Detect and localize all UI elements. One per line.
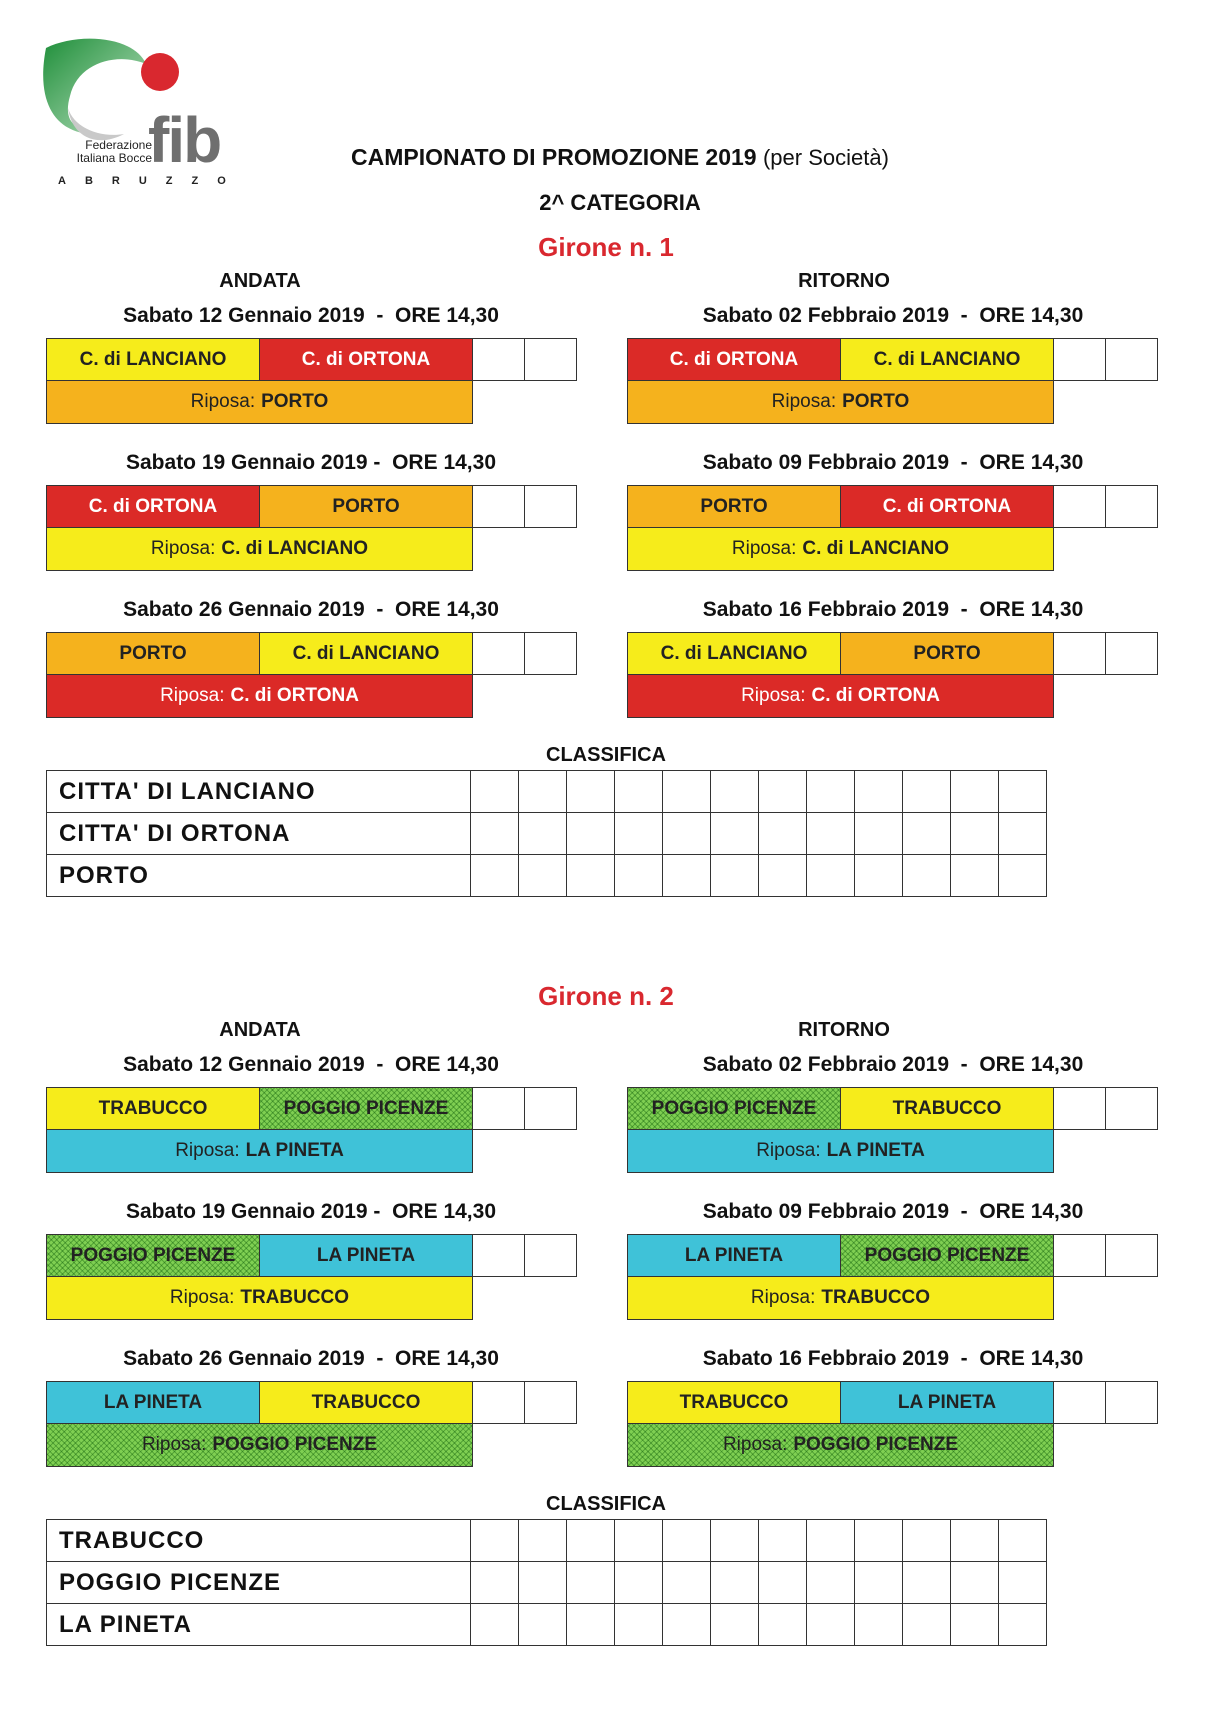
girone-2-ritorno-match-2 — [627, 1234, 1159, 1320]
score-box-away[interactable] — [1105, 485, 1158, 528]
rest-label: Riposa: — [741, 685, 806, 706]
girone-2-ritorno-date-1: Sabato 02 Febbraio 2019 - ORE 14,30 — [702, 1053, 1084, 1076]
girone-2-ritorno-date-3: Sabato 16 Febbraio 2019 - ORE 14,30 — [702, 1347, 1084, 1370]
classifica-score-box[interactable] — [807, 855, 855, 897]
classifica-score-box[interactable] — [711, 855, 759, 897]
logo-fib: fib — [148, 104, 221, 176]
home-team-cell: C. di ORTONA — [627, 338, 841, 381]
rest-team-cell — [46, 1423, 473, 1467]
classifica-score-box[interactable] — [711, 1604, 759, 1646]
score-box-home[interactable] — [472, 1087, 525, 1130]
rest-team-name: TRABUCCO — [821, 1287, 931, 1308]
logo-region: ABRUZZO — [58, 175, 245, 187]
girone-2-ritorno-date-2: Sabato 09 Febbraio 2019 - ORE 14,30 — [702, 1200, 1084, 1223]
score-box-home[interactable] — [472, 338, 525, 381]
home-team-cell: POGGIO PICENZE — [627, 1087, 841, 1130]
score-box-home[interactable] — [472, 632, 525, 675]
classifica-score-box[interactable] — [855, 1604, 903, 1646]
logo-federation-text — [52, 139, 152, 165]
rest-label: Riposa: — [190, 391, 256, 412]
rest-label: Riposa: — [169, 1287, 235, 1308]
classifica-score-box[interactable] — [855, 855, 903, 897]
score-box-away[interactable] — [524, 1381, 577, 1424]
classifica-score-box[interactable] — [855, 813, 903, 855]
rest-label: Riposa: — [722, 1434, 788, 1455]
rest-team-name: PORTO — [261, 391, 329, 412]
girone-1-ritorno-date-2: Sabato 09 Febbraio 2019 - ORE 14,30 — [702, 451, 1084, 474]
classifica-score-box[interactable] — [807, 1520, 855, 1562]
girone-2-ritorno-match-1 — [627, 1087, 1159, 1173]
classifica-score-box[interactable] — [855, 771, 903, 813]
rest-label: Riposa: — [160, 685, 225, 706]
classifica-row — [47, 813, 1047, 855]
classifica-score-box[interactable] — [855, 1520, 903, 1562]
score-box-home[interactable] — [1053, 485, 1106, 528]
score-box-away[interactable] — [1105, 1234, 1158, 1277]
score-box-away[interactable] — [524, 1234, 577, 1277]
rest-team-name: C. di LANCIANO — [221, 538, 369, 559]
page-title — [300, 144, 940, 171]
title-main: CAMPIONATO DI PROMOZIONE 2019 — [351, 144, 757, 170]
classifica-score-box[interactable] — [903, 855, 951, 897]
away-team-cell: C. di ORTONA — [259, 338, 473, 381]
page-subtitle: 2^ CATEGORIA — [539, 190, 701, 215]
away-team-cell: PORTO — [259, 485, 473, 528]
rest-team-name: TRABUCCO — [240, 1287, 350, 1308]
away-team-cell: C. di LANCIANO — [259, 632, 473, 675]
classifica-score-box[interactable] — [519, 855, 567, 897]
home-team-cell: C. di LANCIANO — [627, 632, 841, 675]
classifica-score-box[interactable] — [807, 813, 855, 855]
rest-label: Riposa: — [731, 538, 797, 559]
score-box-away[interactable] — [1105, 1087, 1158, 1130]
classifica-score-box[interactable] — [567, 771, 615, 813]
score-box-away[interactable] — [524, 1087, 577, 1130]
classifica-score-box[interactable] — [951, 1604, 999, 1646]
girone-2-andata-date-3: Sabato 26 Gennaio 2019 - ORE 14,30 — [123, 1347, 499, 1370]
classifica-score-box[interactable] — [567, 1604, 615, 1646]
classifica-score-box[interactable] — [999, 1604, 1047, 1646]
score-box-home[interactable] — [1053, 1381, 1106, 1424]
classifica-score-box[interactable] — [615, 855, 663, 897]
classifica-row — [47, 771, 1047, 813]
classifica-score-box[interactable] — [471, 855, 519, 897]
classifica-score-box[interactable] — [999, 1520, 1047, 1562]
girone-2-ritorno-match-3 — [627, 1381, 1159, 1467]
girone-1-ritorno-heading: RITORNO — [798, 270, 890, 292]
girone-1-title: Girone n. 1 — [538, 232, 674, 262]
classifica-score-box[interactable] — [471, 771, 519, 813]
classifica-team-name: POGGIO PICENZE — [47, 1562, 471, 1604]
home-team-cell: LA PINETA — [627, 1234, 841, 1277]
rest-team-cell — [627, 674, 1054, 718]
girone-1-ritorno-date-1: Sabato 02 Febbraio 2019 - ORE 14,30 — [702, 304, 1084, 327]
away-team-cell: TRABUCCO — [259, 1381, 473, 1424]
classifica-team-name: CITTA' DI LANCIANO — [47, 771, 471, 813]
classifica-score-box[interactable] — [903, 1562, 951, 1604]
home-team-cell: C. di ORTONA — [46, 485, 260, 528]
score-box-home[interactable] — [472, 485, 525, 528]
score-box-home[interactable] — [1053, 1234, 1106, 1277]
girone-1-andata-match-2 — [46, 485, 578, 571]
home-team-cell: LA PINETA — [46, 1381, 260, 1424]
girone-1-andata-date-2: Sabato 19 Gennaio 2019 - ORE 14,30 — [126, 451, 496, 474]
classifica-score-box[interactable] — [471, 1604, 519, 1646]
classifica-row — [47, 1562, 1047, 1604]
away-team-cell: POGGIO PICENZE — [840, 1234, 1054, 1277]
rest-team-name: C. di ORTONA — [230, 685, 359, 706]
classifica-score-box[interactable] — [471, 1562, 519, 1604]
classifica-score-box[interactable] — [615, 1604, 663, 1646]
classifica-score-box[interactable] — [903, 1604, 951, 1646]
rest-team-cell — [46, 1129, 473, 1173]
girone-1-ritorno-date-3: Sabato 16 Febbraio 2019 - ORE 14,30 — [702, 598, 1084, 621]
rest-team-cell — [627, 527, 1054, 571]
away-team-cell: PORTO — [840, 632, 1054, 675]
rest-team-name: POGGIO PICENZE — [212, 1434, 378, 1455]
classifica-score-box[interactable] — [567, 813, 615, 855]
classifica-score-box[interactable] — [759, 1562, 807, 1604]
girone-1-ritorno-match-3 — [627, 632, 1159, 718]
classifica-score-box[interactable] — [759, 771, 807, 813]
rest-team-cell — [627, 1276, 1054, 1320]
classifica-score-box[interactable] — [999, 771, 1047, 813]
score-box-away[interactable] — [524, 338, 577, 381]
girone-1-andata-match-3 — [46, 632, 578, 718]
classifica-score-box[interactable] — [519, 771, 567, 813]
girone-2-andata-match-3 — [46, 1381, 578, 1467]
score-box-home[interactable] — [472, 1234, 525, 1277]
away-team-cell: TRABUCCO — [840, 1087, 1054, 1130]
classifica-score-box[interactable] — [519, 1604, 567, 1646]
classifica-score-box[interactable] — [615, 771, 663, 813]
classifica-score-box[interactable] — [759, 855, 807, 897]
classifica-score-box[interactable] — [903, 813, 951, 855]
classifica-score-box[interactable] — [519, 1520, 567, 1562]
classifica-score-box[interactable] — [807, 1562, 855, 1604]
rest-team-name: LA PINETA — [826, 1140, 925, 1161]
classifica-score-box[interactable] — [903, 771, 951, 813]
girone-2-ritorno-heading: RITORNO — [798, 1019, 890, 1041]
away-team-cell: C. di ORTONA — [840, 485, 1054, 528]
classifica-score-box[interactable] — [567, 1562, 615, 1604]
classifica-score-box[interactable] — [951, 813, 999, 855]
score-box-away[interactable] — [1105, 338, 1158, 381]
classifica-score-box[interactable] — [567, 1520, 615, 1562]
classifica-score-box[interactable] — [663, 813, 711, 855]
classifica-row — [47, 855, 1047, 897]
home-team-cell: TRABUCCO — [46, 1087, 260, 1130]
girone-1-andata-date-1: Sabato 12 Gennaio 2019 - ORE 14,30 — [123, 304, 499, 327]
classifica-score-box[interactable] — [711, 1562, 759, 1604]
rest-team-cell — [46, 527, 473, 571]
classifica-score-box[interactable] — [807, 1604, 855, 1646]
score-box-away[interactable] — [524, 485, 577, 528]
classifica-score-box[interactable] — [663, 1562, 711, 1604]
classifica-score-box[interactable] — [711, 771, 759, 813]
rest-team-name: PORTO — [842, 391, 910, 412]
rest-team-name: POGGIO PICENZE — [793, 1434, 959, 1455]
away-team-cell: LA PINETA — [259, 1234, 473, 1277]
classifica-score-box[interactable] — [471, 813, 519, 855]
classifica-score-box[interactable] — [663, 771, 711, 813]
classifica-score-box[interactable] — [999, 1562, 1047, 1604]
rest-team-cell — [627, 1423, 1054, 1467]
classifica-score-box[interactable] — [471, 1520, 519, 1562]
rest-team-cell — [46, 380, 473, 424]
rest-team-cell — [627, 1129, 1054, 1173]
classifica-score-box[interactable] — [759, 813, 807, 855]
girone-1-ritorno-match-1 — [627, 338, 1159, 424]
classifica-row — [47, 1520, 1047, 1562]
away-team-cell: POGGIO PICENZE — [259, 1087, 473, 1130]
classifica-score-box[interactable] — [903, 1520, 951, 1562]
score-box-home[interactable] — [1053, 338, 1106, 381]
girone-1-classifica-label: CLASSIFICA — [546, 744, 666, 766]
rest-team-cell — [46, 674, 473, 718]
girone-1-andata-date-3: Sabato 26 Gennaio 2019 - ORE 14,30 — [123, 598, 499, 621]
girone-2-andata-date-2: Sabato 19 Gennaio 2019 - ORE 14,30 — [126, 1200, 496, 1223]
score-box-away[interactable] — [524, 632, 577, 675]
classifica-score-box[interactable] — [663, 1604, 711, 1646]
girone-1-andata-match-1 — [46, 338, 578, 424]
home-team-cell: PORTO — [46, 632, 260, 675]
score-box-away[interactable] — [1105, 1381, 1158, 1424]
classifica-score-box[interactable] — [999, 855, 1047, 897]
rest-team-cell — [627, 380, 1054, 424]
classifica-score-box[interactable] — [615, 1562, 663, 1604]
rest-team-name: LA PINETA — [245, 1140, 344, 1161]
logo-italiana-bocce: Italiana Bocce — [76, 151, 152, 165]
classifica-score-box[interactable] — [951, 1562, 999, 1604]
girone-1-ritorno-match-2 — [627, 485, 1159, 571]
rest-team-cell — [46, 1276, 473, 1320]
classifica-score-box[interactable] — [519, 1562, 567, 1604]
logo-federazione: Federazione — [85, 138, 152, 152]
girone-1-classifica-table — [46, 770, 1047, 897]
classifica-score-box[interactable] — [951, 855, 999, 897]
girone-2-andata-match-1 — [46, 1087, 578, 1173]
rest-team-name: C. di LANCIANO — [802, 538, 950, 559]
rest-label: Riposa: — [756, 1140, 821, 1161]
classifica-score-box[interactable] — [711, 1520, 759, 1562]
home-team-cell: POGGIO PICENZE — [46, 1234, 260, 1277]
rest-label: Riposa: — [175, 1140, 240, 1161]
score-box-home[interactable] — [1053, 1087, 1106, 1130]
girone-2-classifica-label: CLASSIFICA — [546, 1493, 666, 1515]
title-paren: (per Società) — [762, 145, 889, 170]
classifica-score-box[interactable] — [759, 1604, 807, 1646]
classifica-score-box[interactable] — [663, 1520, 711, 1562]
score-box-away[interactable] — [1105, 632, 1158, 675]
girone-2-andata-heading: ANDATA — [219, 1019, 301, 1041]
home-team-cell: PORTO — [627, 485, 841, 528]
classifica-team-name: CITTA' DI ORTONA — [47, 813, 471, 855]
classifica-score-box[interactable] — [951, 771, 999, 813]
score-box-home[interactable] — [472, 1381, 525, 1424]
home-team-cell: TRABUCCO — [627, 1381, 841, 1424]
classifica-row — [47, 1604, 1047, 1646]
rest-label: Riposa: — [150, 538, 216, 559]
classifica-score-box[interactable] — [999, 813, 1047, 855]
girone-2-andata-match-2 — [46, 1234, 578, 1320]
girone-2-classifica-table — [46, 1519, 1047, 1646]
classifica-score-box[interactable] — [615, 1520, 663, 1562]
classifica-score-box[interactable] — [855, 1562, 903, 1604]
classifica-score-box[interactable] — [615, 813, 663, 855]
rest-label: Riposa: — [141, 1434, 207, 1455]
classifica-team-name: PORTO — [47, 855, 471, 897]
away-team-cell: C. di LANCIANO — [840, 338, 1054, 381]
classifica-score-box[interactable] — [759, 1520, 807, 1562]
rest-label: Riposa: — [771, 391, 837, 412]
classifica-team-name: LA PINETA — [47, 1604, 471, 1646]
girone-2-title: Girone n. 2 — [538, 981, 674, 1011]
rest-team-name: C. di ORTONA — [811, 685, 940, 706]
classifica-score-box[interactable] — [567, 855, 615, 897]
classifica-team-name: TRABUCCO — [47, 1520, 471, 1562]
home-team-cell: C. di LANCIANO — [46, 338, 260, 381]
score-box-home[interactable] — [1053, 632, 1106, 675]
girone-1-andata-heading: ANDATA — [219, 270, 301, 292]
classifica-score-box[interactable] — [807, 771, 855, 813]
classifica-score-box[interactable] — [519, 813, 567, 855]
classifica-score-box[interactable] — [711, 813, 759, 855]
classifica-score-box[interactable] — [951, 1520, 999, 1562]
girone-2-andata-date-1: Sabato 12 Gennaio 2019 - ORE 14,30 — [123, 1053, 499, 1076]
away-team-cell: LA PINETA — [840, 1381, 1054, 1424]
rest-label: Riposa: — [750, 1287, 816, 1308]
classifica-score-box[interactable] — [663, 855, 711, 897]
